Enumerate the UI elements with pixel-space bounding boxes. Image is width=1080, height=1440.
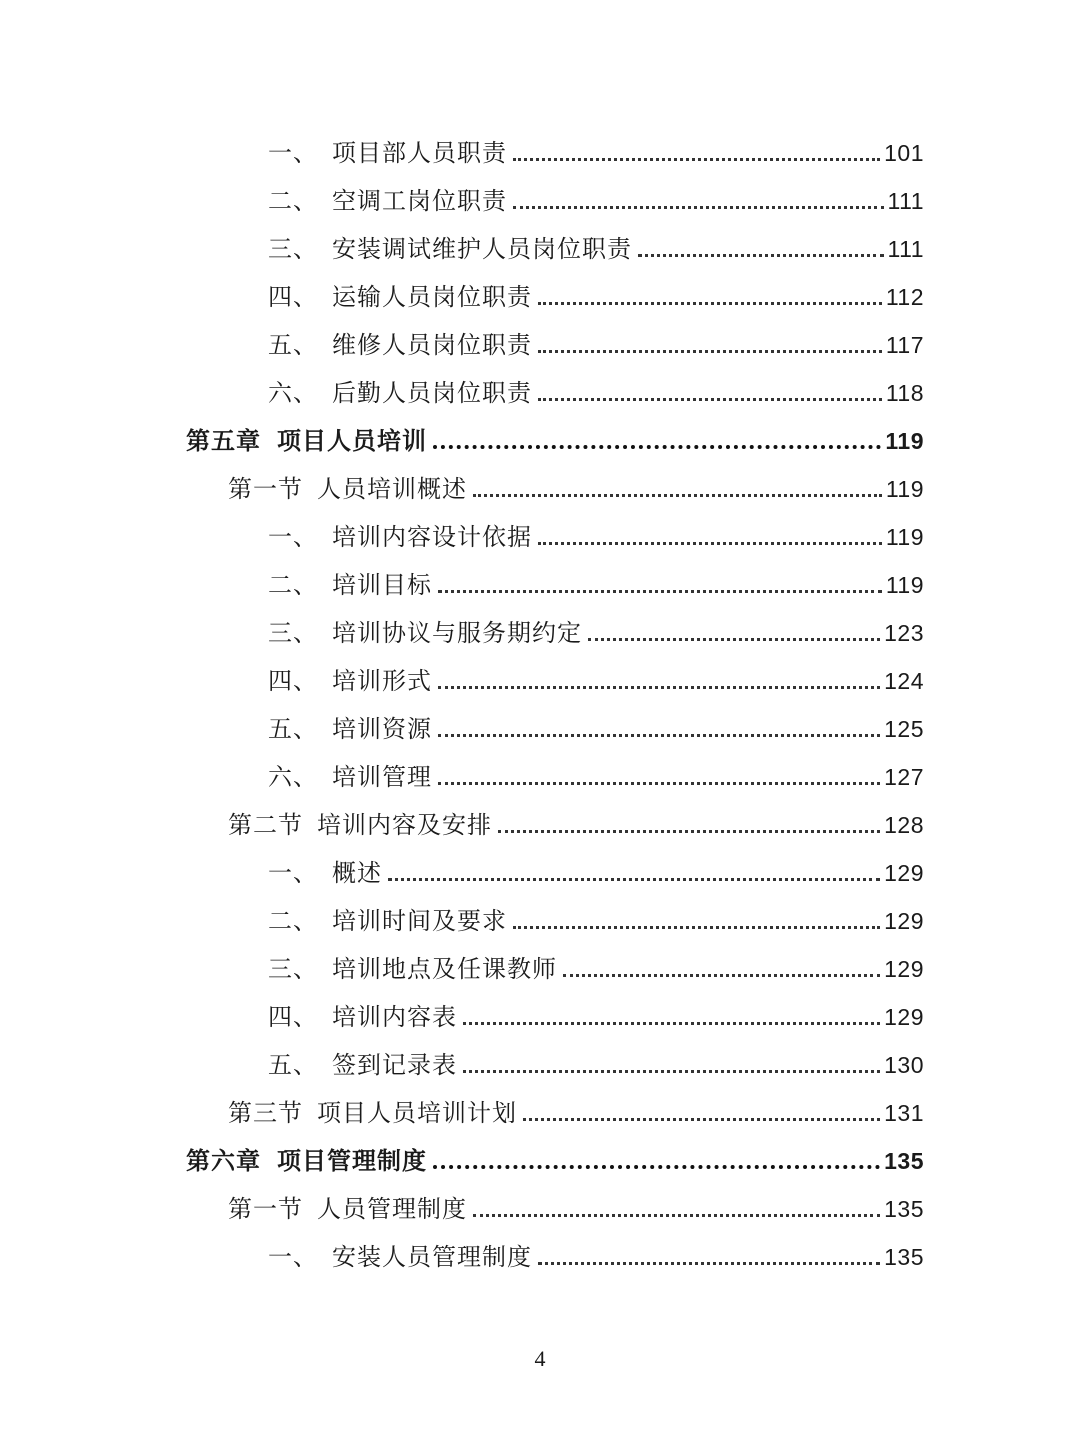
- toc-entry-number: 三、: [268, 235, 318, 263]
- toc-entry-number: 第六章: [186, 1146, 261, 1175]
- toc-entry-number: 六、: [268, 763, 318, 791]
- toc-entry-page: 111: [887, 236, 924, 262]
- toc-dot-leader: [563, 974, 880, 977]
- toc-entry-title: 运输人员岗位职责: [332, 283, 532, 311]
- toc-dot-leader: [463, 1070, 880, 1073]
- toc-entry-title: 培训内容及安排: [317, 811, 492, 839]
- toc-dot-leader: [473, 1214, 880, 1217]
- toc-entry-page: 129: [884, 908, 924, 934]
- toc-entry[interactable]: [268, 992, 924, 1032]
- toc-entry-label: [268, 666, 432, 696]
- toc-dot-leader: [498, 830, 880, 833]
- toc-entry[interactable]: [268, 272, 924, 312]
- toc-entry-label: [268, 1050, 457, 1080]
- toc-entry-number: 四、: [268, 283, 318, 311]
- toc-entry-number: 二、: [268, 907, 318, 935]
- toc-entry-page: 118: [885, 380, 924, 406]
- toc-entry-number: 三、: [268, 955, 318, 983]
- toc-entry-page: 129: [884, 956, 924, 982]
- toc-entry-title: 项目管理制度: [277, 1146, 427, 1175]
- toc-entry-page: 123: [884, 620, 924, 646]
- toc-entry-title: 培训形式: [332, 667, 432, 695]
- toc-dot-leader: [388, 878, 880, 881]
- toc-dot-leader: [523, 1118, 880, 1121]
- toc-entry-page: 125: [884, 716, 924, 742]
- toc-entry-number: 四、: [268, 667, 318, 695]
- toc-dot-leader: [538, 542, 882, 545]
- toc-dot-leader: [438, 686, 880, 689]
- toc-entry-page: 135: [884, 1196, 924, 1222]
- toc-entry-page: 129: [884, 860, 924, 886]
- toc-entry-title: 人员管理制度: [317, 1195, 467, 1223]
- toc-entry-title: 签到记录表: [332, 1051, 457, 1079]
- toc-entry-page: 111: [887, 188, 924, 214]
- toc-entry-title: 项目部人员职责: [332, 139, 507, 167]
- toc-entry-label: [186, 426, 427, 456]
- toc-entry-page: 124: [884, 668, 924, 694]
- toc-entry-page: 119: [885, 428, 924, 454]
- toc-entry-title: 培训目标: [332, 571, 432, 599]
- toc-entry[interactable]: [268, 128, 924, 168]
- toc-entry-title: 培训地点及任课教师: [332, 955, 557, 983]
- toc-entry-title: 培训管理: [332, 763, 432, 791]
- toc-entry-label: [268, 522, 532, 552]
- toc-entry[interactable]: [268, 512, 924, 552]
- toc-entry[interactable]: [268, 176, 924, 216]
- toc-entry-number: 三、: [268, 619, 318, 647]
- toc-entry-label: [228, 1194, 467, 1224]
- toc-dot-leader: [538, 350, 882, 353]
- toc-entry-page: 128: [884, 812, 924, 838]
- toc-entry[interactable]: [268, 368, 924, 408]
- toc-entry-title: 人员培训概述: [317, 475, 467, 503]
- toc-entry-label: [268, 138, 507, 168]
- toc-entry-label: [268, 234, 632, 264]
- toc-entry[interactable]: [268, 1232, 924, 1272]
- toc-entry-page: 135: [884, 1148, 924, 1174]
- toc-dot-leader: [638, 254, 884, 257]
- toc-entry-label: [186, 1146, 427, 1176]
- toc-entry-page: 119: [885, 524, 924, 550]
- toc-entry[interactable]: [268, 944, 924, 984]
- toc-entry[interactable]: [268, 1040, 924, 1080]
- toc-dot-leader: [513, 158, 880, 161]
- toc-entry[interactable]: [268, 704, 924, 744]
- toc-entry-label: [228, 810, 492, 840]
- toc-entry-title: 项目人员培训计划: [317, 1099, 517, 1127]
- toc-entry-label: [268, 186, 507, 216]
- toc-entry-number: 第二节: [228, 811, 303, 839]
- toc-entry-page: 112: [885, 284, 924, 310]
- toc-entry[interactable]: [268, 560, 924, 600]
- toc-dot-leader: [538, 302, 882, 305]
- toc-entry-number: 六、: [268, 379, 318, 407]
- toc-entry-number: 五、: [268, 1051, 318, 1079]
- toc-dot-leader: [538, 398, 882, 401]
- toc-entry[interactable]: [186, 416, 924, 456]
- toc-entry-title: 维修人员岗位职责: [332, 331, 532, 359]
- toc-entry-number: 一、: [268, 523, 318, 551]
- toc-entry-label: [268, 858, 382, 888]
- toc-entry-label: [268, 618, 582, 648]
- toc-entry[interactable]: [228, 1184, 924, 1224]
- toc-entry-label: [268, 762, 432, 792]
- toc-entry-page: 135: [884, 1244, 924, 1270]
- toc-entry[interactable]: [228, 1088, 924, 1128]
- toc-entry-number: 五、: [268, 715, 318, 743]
- toc-entry-label: [268, 282, 532, 312]
- toc-dot-leader: [513, 206, 884, 209]
- toc-dot-leader: [433, 445, 881, 449]
- toc-entry-title: 安装人员管理制度: [332, 1243, 532, 1271]
- toc-dot-leader: [438, 734, 880, 737]
- toc-entry-title: 培训资源: [332, 715, 432, 743]
- toc-dot-leader: [438, 782, 880, 785]
- toc-entry-title: 后勤人员岗位职责: [332, 379, 532, 407]
- toc-entry[interactable]: [268, 656, 924, 696]
- toc-entry-label: [268, 954, 557, 984]
- toc-entry[interactable]: [268, 752, 924, 792]
- toc-entry-label: [228, 1098, 517, 1128]
- toc-entry-number: 一、: [268, 139, 318, 167]
- toc-dot-leader: [433, 1165, 880, 1169]
- toc-entry-page: 119: [885, 572, 924, 598]
- toc-entry-number: 一、: [268, 1243, 318, 1271]
- toc-entry-page: 119: [885, 476, 924, 502]
- toc-entry-label: [268, 1242, 532, 1272]
- toc-entry[interactable]: [228, 800, 924, 840]
- toc-entry-title: 安装调试维护人员岗位职责: [332, 235, 632, 263]
- toc-entry-title: 培训内容表: [332, 1003, 457, 1031]
- toc-entry-number: 第一节: [228, 475, 303, 503]
- toc-dot-leader: [588, 638, 880, 641]
- toc-entry-title: 培训时间及要求: [332, 907, 507, 935]
- toc-entry-page: 131: [884, 1100, 924, 1126]
- toc-entry-number: 四、: [268, 1003, 318, 1031]
- toc-entry-number: 第三节: [228, 1099, 303, 1127]
- toc-entry-number: 一、: [268, 859, 318, 887]
- toc-entry-page: 130: [884, 1052, 924, 1078]
- toc-entry[interactable]: [268, 224, 924, 264]
- toc-entry-label: [268, 378, 532, 408]
- toc-entry[interactable]: [268, 320, 924, 360]
- toc-dot-leader: [463, 1022, 880, 1025]
- toc-dot-leader: [538, 1262, 880, 1265]
- toc-entry-label: [228, 474, 467, 504]
- toc-entry-label: [268, 570, 432, 600]
- toc-entry[interactable]: [228, 464, 924, 504]
- toc-entry-page: 127: [884, 764, 924, 790]
- page-number: 4: [534, 1346, 546, 1371]
- toc-entry-number: 二、: [268, 571, 318, 599]
- toc-entry-title: 培训内容设计依据: [332, 523, 532, 551]
- toc-entry-number: 二、: [268, 187, 318, 215]
- toc-entry-number: 第五章: [186, 426, 261, 455]
- toc-entry-page: 101: [884, 140, 924, 166]
- toc-dot-leader: [438, 590, 882, 593]
- toc-entry-label: [268, 906, 507, 936]
- toc-entry-label: [268, 330, 532, 360]
- toc-entry[interactable]: [268, 848, 924, 888]
- toc-entry-title: 概述: [332, 859, 382, 887]
- toc-entry[interactable]: [268, 608, 924, 648]
- toc-entry[interactable]: [268, 896, 924, 936]
- toc-entry-label: [268, 1002, 457, 1032]
- toc-entry-number: 五、: [268, 331, 318, 359]
- toc-entry-label: [268, 714, 432, 744]
- toc-entry-title: 空调工岗位职责: [332, 187, 507, 215]
- toc-entry[interactable]: [186, 1136, 924, 1176]
- toc-dot-leader: [513, 926, 880, 929]
- toc-entry-page: 117: [885, 332, 924, 358]
- toc-entry-title: 培训协议与服务期约定: [332, 619, 582, 647]
- toc-entry-page: 129: [884, 1004, 924, 1030]
- toc-entry-title: 项目人员培训: [277, 426, 427, 455]
- toc-entry-number: 第一节: [228, 1195, 303, 1223]
- toc-dot-leader: [473, 494, 882, 497]
